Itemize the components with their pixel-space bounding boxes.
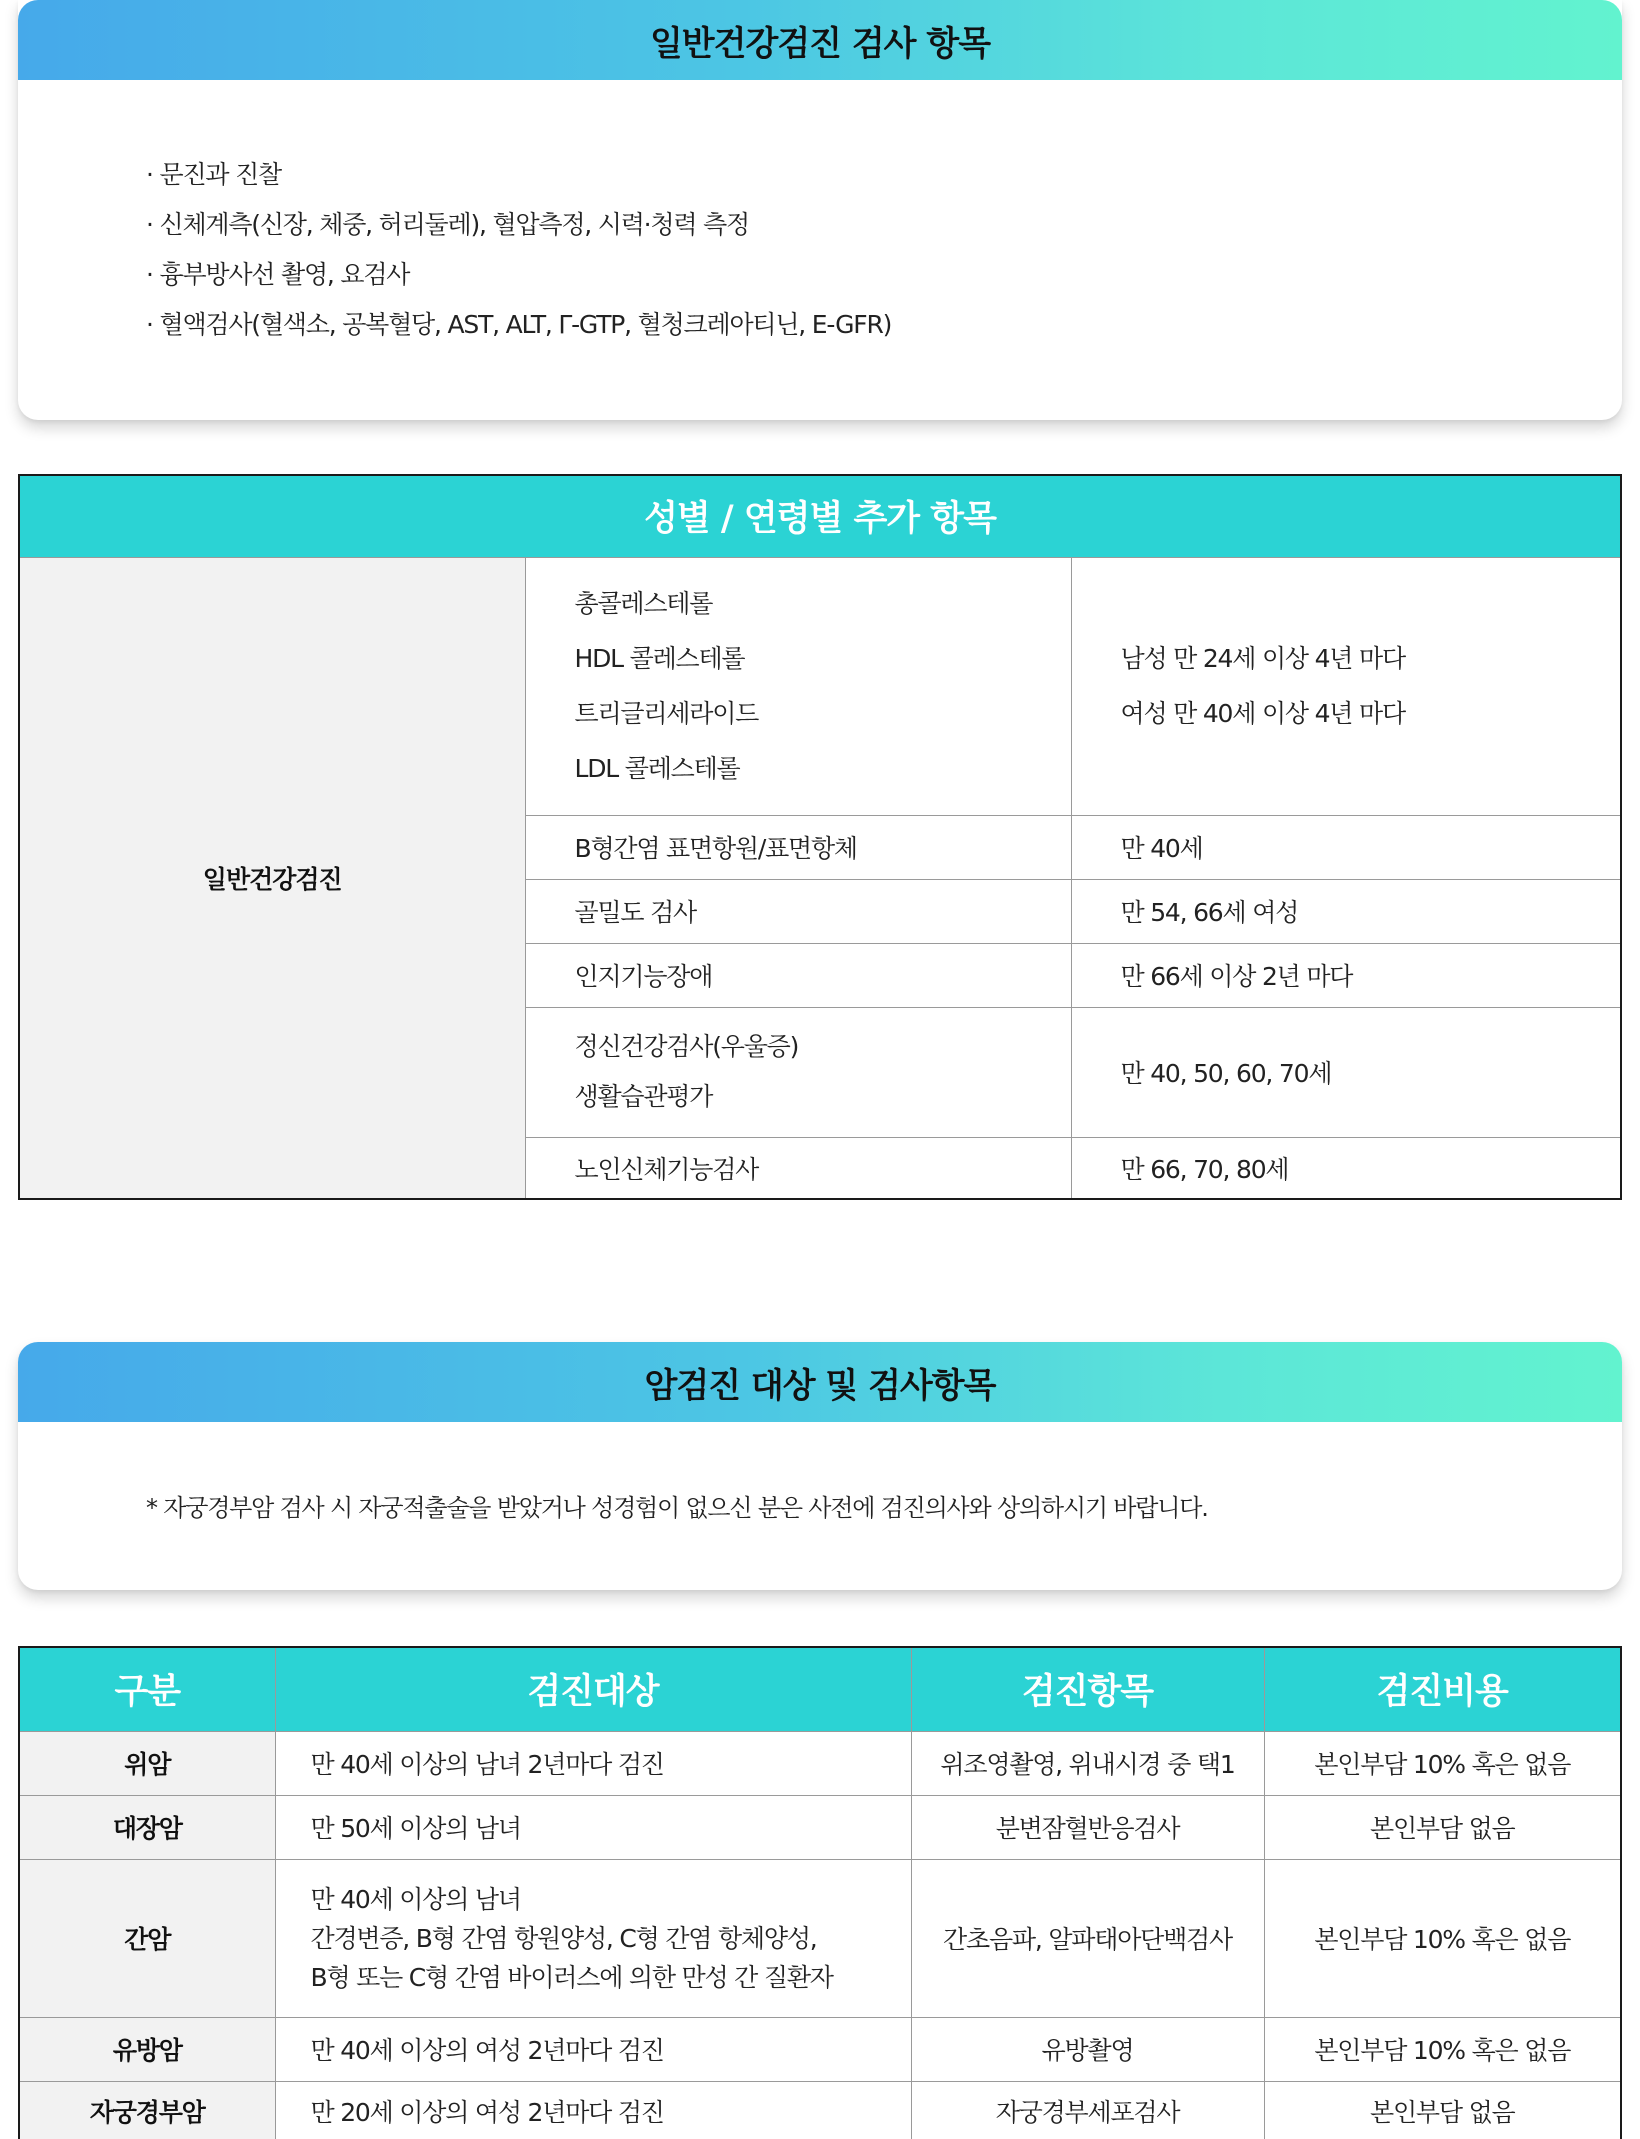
- table-row: [19, 1859, 1621, 2017]
- item-cell: B형간염 표면항원/표면항체: [525, 815, 1071, 879]
- cancer-item: 간초음파, 알파태아단백검사: [911, 1859, 1264, 2017]
- item-cell: [525, 1007, 1071, 1137]
- cancer-item: 유방촬영: [911, 2017, 1264, 2081]
- value-cell: 만 40, 50, 60, 70세: [1071, 1007, 1621, 1137]
- item-text: 생활습관평가: [574, 1082, 713, 1111]
- value-text: 남성 만 24세 이상 4년 마다: [1120, 644, 1405, 673]
- value-text: 여성 만 40세 이상 4년 마다: [1120, 699, 1405, 728]
- additional-items-title: 성별 / 연령별 추가 항목: [19, 475, 1621, 557]
- cancer-item: 위조영촬영, 위내시경 중 택1: [911, 1731, 1264, 1795]
- cancer-target: 만 40세 이상의 여성 2년마다 검진: [275, 2017, 911, 2081]
- cancer-target: [275, 1859, 911, 2017]
- cancer-exam-card: [18, 1342, 1622, 1590]
- target-line: 간경변증, B형 간염 항원양성, C형 간염 항체양성,: [310, 1923, 817, 1953]
- list-item: · 혈액검사(혈색소, 공복혈당, AST, ALT, Γ-GTP, 혈청크레아티닌, E-GFR): [146, 300, 1622, 350]
- table-title-row: [19, 475, 1621, 557]
- cancer-exam-header: [18, 1342, 1622, 1422]
- cancer-item: 분변잠혈반응검사: [911, 1795, 1264, 1859]
- table-row: [19, 1795, 1621, 1859]
- additional-items-table: [18, 474, 1622, 1200]
- cancer-cost: 본인부담 없음: [1264, 2081, 1621, 2139]
- value-cell: 만 66, 70, 80세: [1071, 1137, 1621, 1199]
- item-text: 트리글리세라이드: [574, 699, 759, 728]
- value-cell: 만 54, 66세 여성: [1071, 879, 1621, 943]
- value-cell: 만 66세 이상 2년 마다: [1071, 943, 1621, 1007]
- item-text: LDL 콜레스테롤: [574, 754, 740, 783]
- cancer-exam-table: [18, 1646, 1622, 2139]
- list-item: · 흉부방사선 촬영, 요검사: [146, 250, 1622, 300]
- cancer-target: 만 40세 이상의 남녀 2년마다 검진: [275, 1731, 911, 1795]
- cancer-cost: 본인부담 10% 혹은 없음: [1264, 1859, 1621, 2017]
- item-cell: [525, 557, 1071, 815]
- cancer-name: 대장암: [19, 1795, 275, 1859]
- general-exam-card: [18, 0, 1622, 420]
- item-text: 정신건강검사(우울증): [574, 1032, 799, 1061]
- item-cell: 노인신체기능검사: [525, 1137, 1071, 1199]
- target-line: 만 40세 이상의 남녀: [310, 1884, 521, 1914]
- table-header-row: [19, 1647, 1621, 1731]
- cancer-name: 자궁경부암: [19, 2081, 275, 2139]
- value-cell: [1071, 557, 1621, 815]
- table-row: [19, 557, 1621, 815]
- target-line: B형 또는 C형 간염 바이러스에 의한 만성 간 질환자: [310, 1962, 833, 1992]
- list-item: · 문진과 진찰: [146, 150, 1622, 200]
- table-row: [19, 2017, 1621, 2081]
- header-category: 구분: [19, 1647, 275, 1731]
- category-cell: 일반건강검진: [19, 557, 525, 1199]
- table-row: [19, 1731, 1621, 1795]
- cancer-target: 만 20세 이상의 여성 2년마다 검진: [275, 2081, 911, 2139]
- header-cost: 검진비용: [1264, 1647, 1621, 1731]
- item-cell: 골밀도 검사: [525, 879, 1071, 943]
- cancer-name: 위암: [19, 1731, 275, 1795]
- cancer-cost: 본인부담 없음: [1264, 1795, 1621, 1859]
- general-exam-title: 일반건강검진 검사 항목: [649, 23, 991, 64]
- cancer-item: 자궁경부세포검사: [911, 2081, 1264, 2139]
- item-text: 총콜레스테롤: [574, 589, 713, 618]
- cancer-exam-title: 암검진 대상 및 검사항목: [644, 1365, 996, 1406]
- cancer-cost: 본인부담 10% 혹은 없음: [1264, 1731, 1621, 1795]
- item-cell: 인지기능장애: [525, 943, 1071, 1007]
- cancer-exam-note: * 자궁경부암 검사 시 자궁적출술을 받았거나 성경험이 없으신 분은 사전에 검진의사와 상의하시기 바랍니다.: [146, 1494, 1208, 1522]
- value-cell: 만 40세: [1071, 815, 1621, 879]
- cancer-name: 간암: [19, 1859, 275, 2017]
- cancer-name: 유방암: [19, 2017, 275, 2081]
- cancer-cost: 본인부담 10% 혹은 없음: [1264, 2017, 1621, 2081]
- header-target: 검진대상: [275, 1647, 911, 1731]
- general-exam-list: [18, 80, 1622, 350]
- cancer-target: 만 50세 이상의 남녀: [275, 1795, 911, 1859]
- header-item: 검진항목: [911, 1647, 1264, 1731]
- table-row: [19, 2081, 1621, 2139]
- item-text: HDL 콜레스테롤: [574, 644, 745, 673]
- list-item: · 신체계측(신장, 체중, 허리둘레), 혈압측정, 시력·청력 측정: [146, 200, 1622, 250]
- general-exam-header: [18, 0, 1622, 80]
